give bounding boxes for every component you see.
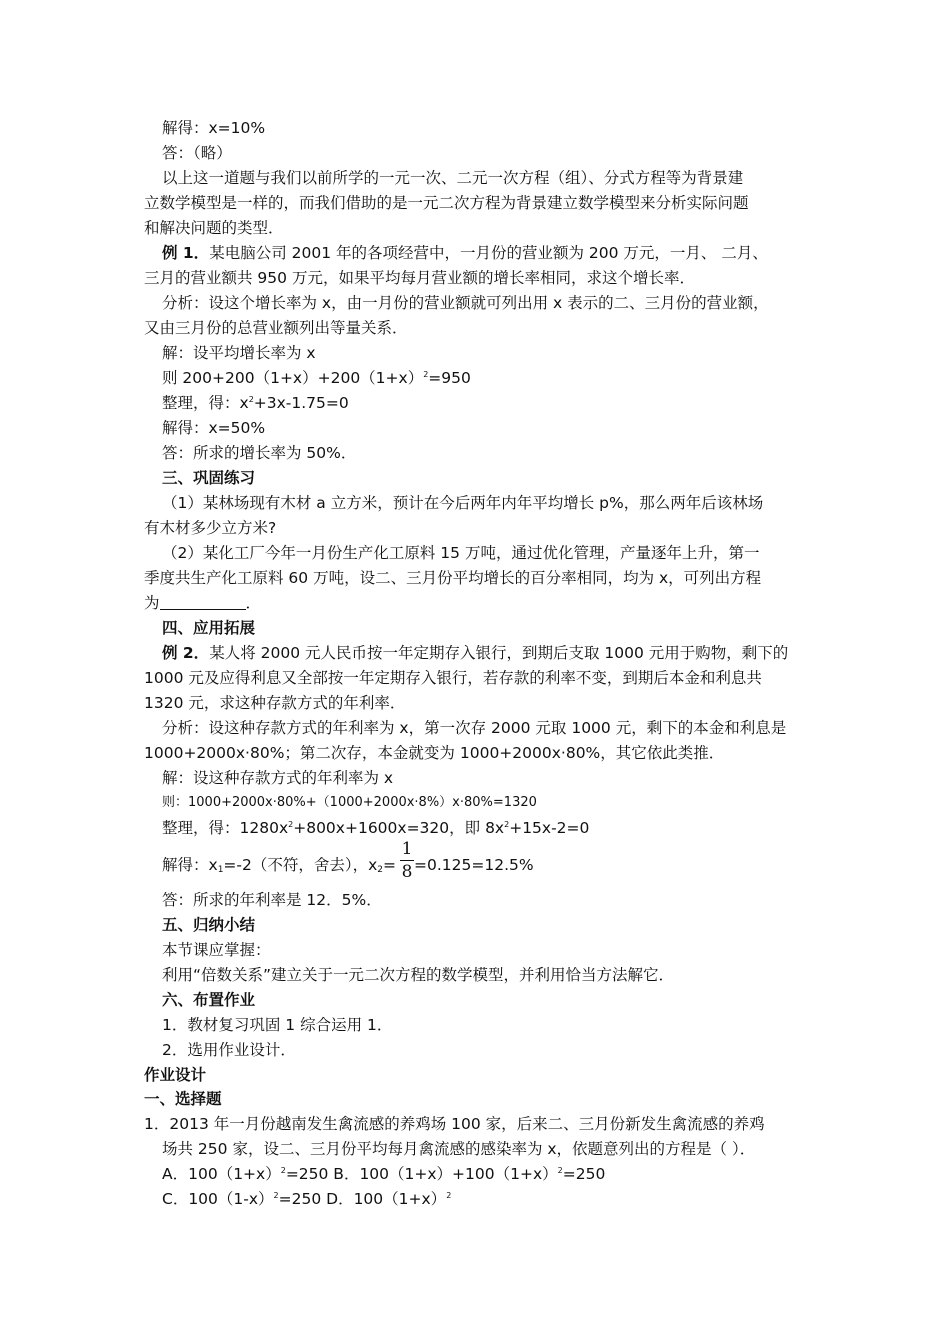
example-2-line: 例 2．某人将 2000 元人民币按一年定期存入银行，到期后支取 1000 元用于购物，剩下的 — [162, 644, 789, 662]
fill-in-blank — [160, 595, 246, 610]
equation-line: 则 $200+200(1+x)+200(1+x)^2=950$ — [162, 369, 471, 387]
exercise-line: （2）某化工厂今年一月份生产化工原料 15 万吨，通过优化管理，产量逐年上升，第一 — [162, 544, 760, 562]
exercise-line: 季度共生产化工原料 60 万吨，设二、三月份平均增长的百分率相同，均为 x，可列出方程 — [144, 569, 762, 587]
exercise-line: 为 ． — [144, 594, 262, 612]
section-heading: 四、应用拓展 — [162, 619, 256, 637]
section-heading: 五、归纳小结 — [162, 916, 256, 934]
equation-line: 整理，得：$x^2+3x-1.75=0$ — [162, 394, 349, 412]
paragraph-line: 本节课应掌握： — [162, 941, 271, 959]
analysis-line: 分析：设这个增长率为 x，由一月份的营业额就可列出用 x 表示的二、三月份的营业额， — [162, 294, 769, 312]
paragraph-line: 又由三月份的总营业额列出等量关系． — [144, 319, 408, 337]
equation-line: 整理，得：$1280x^2+800x+1600x=320$，即 $8x^2+15x-2=0$ — [162, 819, 590, 837]
paragraph-line: 1000 元及应得利息又全部按一年定期存入银行，若存款的利率不变，到期后本金和利息共 — [144, 669, 762, 687]
paragraph-line: 1000+2000x·80%；第二次存，本金就变为 1000+2000x·80%，其它依此类推． — [144, 744, 725, 762]
section-heading: 六、布置作业 — [162, 991, 256, 1009]
exercise-line: 有木材多少立方米? — [144, 519, 277, 537]
option-line: A．$100(1+x)^2=250$ B．$100(1+x)+100(1+x)^2=250$ — [162, 1165, 606, 1183]
fraction-one-eighth: 1 8 — [401, 839, 413, 882]
paragraph-line: 和解决问题的类型． — [144, 219, 284, 237]
section-heading: 一、选择题 — [144, 1090, 222, 1108]
example-label: 例 1． — [162, 244, 210, 262]
answer-line: 答：所求的年利率是 12．5%． — [162, 891, 382, 909]
paragraph-line: 1320 元，求这种存款方式的年利率． — [144, 694, 406, 712]
answer-line: 答：（略） — [162, 144, 232, 162]
paragraph-line: 以上这一道题与我们以前所学的一元一次、二元一次方程（组）、分式方程等为背景建 — [162, 169, 744, 187]
paragraph-line: 立数学模型是一样的，而我们借助的是一元二次方程为背景建立数学模型来分析实际问题 — [144, 194, 749, 212]
analysis-line: 分析：设这种存款方式的年利率为 x，第一次存 2000 元取 1000 元，剩下的本金和利息是 — [162, 719, 787, 737]
answer-line: 答：所求的增长率为 50%． — [162, 444, 357, 462]
section-heading: 三、巩固练习 — [162, 469, 256, 487]
homework-heading: 作业设计 — [144, 1066, 207, 1084]
solution-line: 解得：x=50% — [162, 419, 266, 437]
solution-line: 解：设这种存款方式的年利率为 x — [162, 769, 394, 787]
solution-line: 解：设平均增长率为 x — [162, 344, 316, 362]
paragraph-line: 利用“倍数关系”建立关于一元二次方程的数学模型，并利用恰当方法解它． — [162, 966, 675, 984]
option-line: C．$100(1-x)^2=250$ D．$100(1+x)^2$ — [162, 1190, 452, 1208]
equation-line: 则：1000+2000x·80%+（1000+2000x·8%）x·80%=1320 — [162, 795, 537, 810]
homework-item: 2．选用作业设计． — [162, 1041, 296, 1059]
paragraph-line: 三月的营业额共 950 万元，如果平均每月营业额的增长率相同，求这个增长率． — [144, 269, 695, 287]
example-label: 例 2． — [162, 644, 210, 662]
homework-item: 1．教材复习巩固 1 综合运用 1． — [162, 1016, 393, 1034]
equation-line: 解得：$x_1=-2$（不符，舍去），$x_2= =0.125=12.5\%$ — [162, 856, 534, 875]
exercise-line: （1）某林场现有木材 a 立方米，预计在今后两年内年平均增长 p%，那么两年后该林场 — [162, 494, 764, 512]
example-1-line: 例 1．某电脑公司 2001 年的各项经营中，一月份的营业额为 200 万元，一月、 二月、 — [162, 244, 768, 262]
question-line: 1．2013 年一月份越南发生禽流感的养鸡场 100 家，后来二、三月份新发生禽流感的养鸡 — [144, 1115, 765, 1133]
question-line: 场共 250 家，设二、三月份平均每月禽流感的感染率为 x，依题意列出的方程是（ ）． — [162, 1140, 756, 1158]
solution-line: 解得：x=10% — [162, 119, 266, 137]
